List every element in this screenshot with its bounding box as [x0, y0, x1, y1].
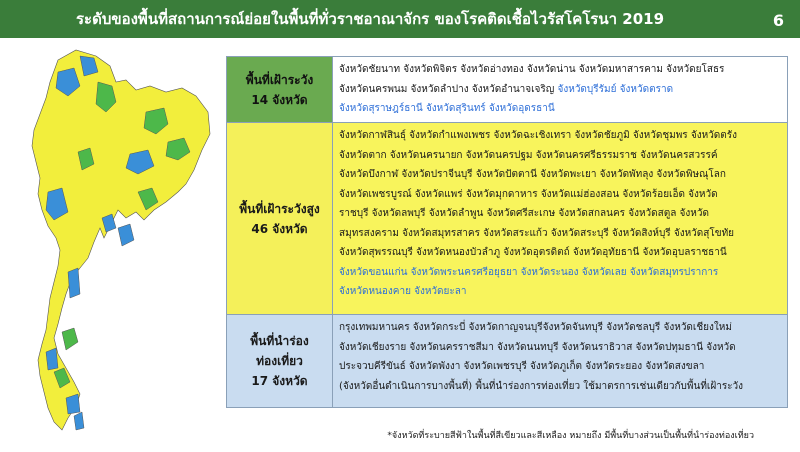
province-text: กรุงเทพมหานคร จังหวัดกระบี่ จังหวัดกาญจนบุรีจังหวัดจันทบุรี จังหวัดชลบุรี จังหวัดเชียงใหม่ — [339, 322, 732, 333]
province-line — [339, 80, 781, 100]
province-text-highlighted: จังหวัดสุราษฎร์ธานี จังหวัดสุรินทร์ จังหวัดอุดรธานี — [339, 103, 555, 114]
province-text: จังหวัดชัยนาท จังหวัดพิจิตร จังหวัดอ่างทอง จังหวัดน่าน จังหวัดมหาสารคาม จังหวัดยโสธร — [339, 64, 725, 75]
zone-row-tourism-pilot — [227, 315, 787, 407]
zone-provinces-tourism-pilot — [333, 315, 787, 407]
zone-label-watch-line2: 14 จังหวัด — [251, 92, 308, 107]
province-text: (จังหวัดอื่นดำเนินการบางพื้นที่) พื้นที่นำร่องการท่องเที่ยว ใช้มาตรการเช่นเดียวกับพื้นที่เฝ้าระวัง — [339, 380, 744, 392]
map-region-blue-chonburi — [118, 224, 134, 246]
footnote: *จังหวัดที่ระบายสีฟ้าในพื้นที่สีเขียวและสีเหลือง หมายถึง มีพื้นที่บางส่วนเป็นพื้นที่นำร่องท่องเที่ยว — [387, 431, 754, 441]
page-title: ระดับของพื้นที่สถานการณ์ย่อยในพื้นที่ทั่วราชอาณาจักร ของโรคติดเชื้อไวรัสโคโรนา 2019 — [75, 10, 665, 28]
province-text: จังหวัดบึงกาฬ จังหวัดปราจีนบุรี จังหวัดปัตตานี จังหวัดพะเยา จังหวัดพัทลุง จังหวัดพิษณุโลก — [339, 169, 726, 180]
page-number: 6 — [772, 11, 784, 30]
zone-label-tourism-line1: พื้นที่นำร่อง — [250, 334, 309, 348]
province-line — [339, 282, 781, 302]
zone-label-high-watch — [227, 123, 333, 314]
province-text: ราชบุรี จังหวัดลพบุรี จังหวัดลำพูน จังหวัดศรีสะเกษ จังหวัดสกลนคร จังหวัดสตูล จังหวัด — [339, 208, 709, 219]
province-text-highlighted: จังหวัดหนองคาย จังหวัดยะลา — [339, 286, 467, 297]
zone-provinces-watch — [333, 57, 787, 122]
province-text: จังหวัดสุพรรณบุรี จังหวัดหนองบัวลำภู จังหวัดอุตรดิตถ์ จังหวัดอุทัยธานี จังหวัดอุบลราชธานี — [339, 247, 727, 258]
zone-label-tourism-line3: 17 จังหวัด — [251, 374, 308, 388]
title-bar — [0, 0, 800, 38]
zone-label-watch — [227, 57, 333, 122]
province-line — [339, 204, 781, 224]
province-line — [339, 357, 781, 377]
zone-row-watch — [227, 57, 787, 123]
zone-label-watch-line1: พื้นที่เฝ้าระวัง — [245, 72, 314, 87]
zone-row-high-watch — [227, 123, 787, 315]
province-line — [339, 263, 781, 283]
province-text-highlighted: จังหวัดบุรีรัมย์ จังหวัดตราด — [557, 83, 674, 95]
province-line — [339, 243, 781, 263]
map-region-green-south — [62, 328, 78, 350]
province-text: จังหวัดนครพนม จังหวัดลำปาง จังหวัดอำนาจเจริญ — [339, 83, 558, 95]
zone-table — [226, 56, 788, 408]
zone-label-high-watch-line1: พื้นที่เฝ้าระวังสูง — [239, 201, 320, 216]
province-text: จังหวัดเพชรบูรณ์ จังหวัดแพร่ จังหวัดมุกดาหาร จังหวัดแม่ฮ่องสอน จังหวัดร้อยเอ็ด จังหวัด — [339, 188, 718, 200]
zone-label-tourism-pilot — [227, 315, 333, 407]
province-line — [339, 146, 781, 166]
province-text: จังหวัดตาก จังหวัดนครนายก จังหวัดนครปฐม จังหวัดนครศรีธรรมราช จังหวัดนครสวรรค์ — [339, 149, 718, 161]
province-text: ประจวบคีรีขันธ์ จังหวัดพังงา จังหวัดเพชรบุรี จังหวัดภูเก็ต จังหวัดระยอง จังหวัดสงขลา — [339, 361, 705, 372]
province-line — [339, 126, 781, 146]
province-text: จังหวัดกาฬสินธุ์ จังหวัดกำแพงเพชร จังหวัดฉะเชิงเทรา จังหวัดชัยภูมิ จังหวัดชุมพร จังหวัดตรัง — [339, 130, 738, 141]
zone-provinces-high-watch — [333, 123, 787, 314]
province-line — [339, 60, 781, 80]
zone-label-high-watch-line2: 46 จังหวัด — [251, 221, 308, 236]
province-line — [339, 99, 781, 119]
province-line — [339, 377, 781, 397]
map-region-blue-phuket — [46, 348, 58, 370]
zone-label-tourism-line2: ท่องเที่ยว — [256, 354, 303, 368]
province-line — [339, 318, 781, 338]
province-line — [339, 338, 781, 358]
thailand-zone-map — [18, 42, 218, 442]
province-line — [339, 224, 781, 244]
province-line — [339, 185, 781, 205]
province-text: จังหวัดเชียงราย จังหวัดนครราชสีมา จังหวัดนนทบุรี จังหวัดนราธิวาส จังหวัดปทุมธานี จังหวัด — [339, 341, 736, 353]
province-line — [339, 165, 781, 185]
map-region-blue-narathiwat — [74, 412, 84, 430]
province-text: สมุทรสงคราม จังหวัดสมุทรสาคร จังหวัดสระแก้ว จังหวัดสระบุรี จังหวัดสิงห์บุรี จังหวัดสุโขทัย — [339, 227, 735, 239]
map-region-blue-prachuap — [68, 268, 80, 298]
province-text-highlighted: จังหวัดขอนแก่น จังหวัดพระนครศรีอยุธยา จังหวัดระนอง จังหวัดเลย จังหวัดสมุทรปราการ — [339, 266, 719, 278]
